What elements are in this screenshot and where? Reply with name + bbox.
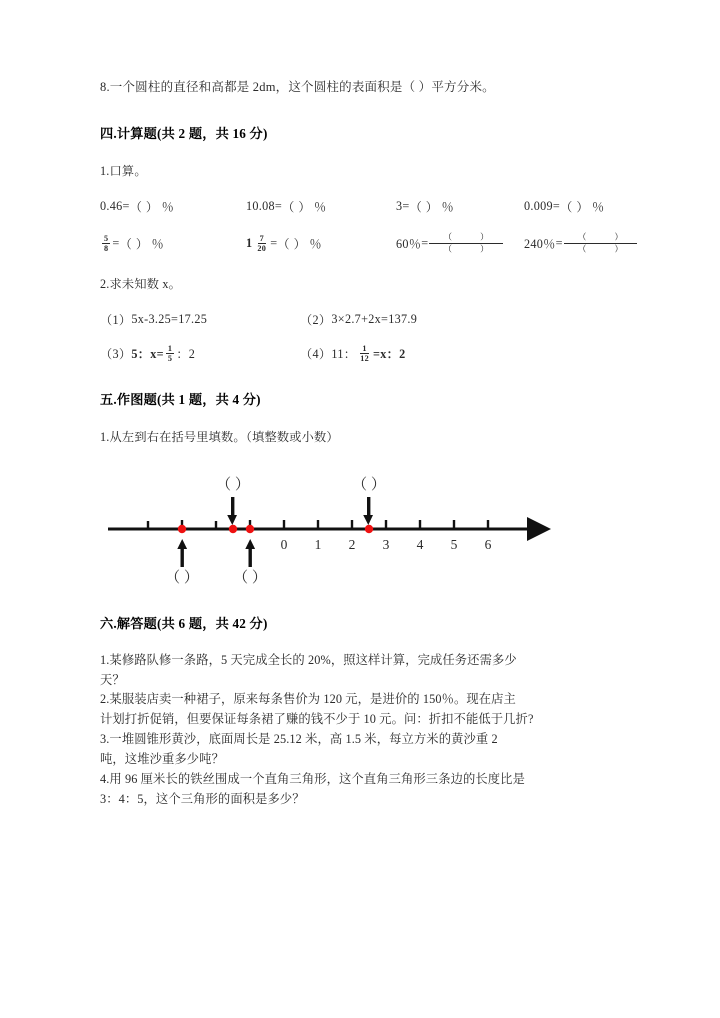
tick-label-1: 1 <box>314 536 322 552</box>
equation-1 <box>100 311 300 328</box>
equation-label: （3） <box>100 346 132 361</box>
number-line-blank-below-1[interactable]: （ ） <box>165 569 199 586</box>
percent-sign: ％ <box>592 200 605 215</box>
tick-label-6: 6 <box>484 536 492 552</box>
fraction-numerator-blank[interactable]: （ ） <box>429 232 502 244</box>
fraction-numerator: 5 <box>104 233 109 243</box>
word-problem-line: 4.用 96 厘米长的铁丝围成一个直角三角形，这个直角三角形三条边的长度比是 <box>100 772 525 787</box>
calc-expression: 10.08= <box>246 199 283 214</box>
percent-sign: ％ <box>441 200 454 215</box>
calc-item-240-percent <box>524 232 648 254</box>
fraction-denominator: 8 <box>104 244 109 253</box>
number-line-figure <box>100 467 648 587</box>
red-dot-1 <box>178 524 186 532</box>
tick-label-2: 2 <box>348 536 356 552</box>
section-heading-answers: 六.解答题(共 6 题，共 42 分) <box>100 615 268 631</box>
tick-label-0: 0 <box>280 536 288 552</box>
calc-item-one-and-seven-twentieths <box>246 234 396 253</box>
equations-grid <box>100 311 648 363</box>
fraction-numerator: 1 <box>362 343 367 353</box>
calc-item-five-eighths <box>100 234 246 253</box>
fraction-denominator: 20 <box>257 244 267 253</box>
equation-label: （2） <box>300 312 332 327</box>
number-line-svg <box>100 467 648 587</box>
word-problem-line: 天？ <box>100 672 125 687</box>
equals-sign: = <box>555 236 563 250</box>
equation-body: 3×2.7+2x=137.9 <box>331 311 418 326</box>
fraction-numerator-blank[interactable]: （ ） <box>564 232 637 244</box>
equation-prefix: 11： <box>331 346 357 361</box>
fraction-numerator: 1 <box>167 343 173 353</box>
equation-suffix: ：2 <box>176 346 196 361</box>
down-arrow-2 <box>363 497 373 525</box>
page-content <box>100 78 648 810</box>
equation-suffix: =x：2 <box>373 346 406 361</box>
equation-label: （1） <box>100 312 132 327</box>
percent-sign: ％ <box>151 237 165 251</box>
sub-question-oral-calc: 1.口算。 <box>100 164 147 179</box>
answer-blank[interactable]: （ ） <box>560 200 590 215</box>
fraction-5-8 <box>102 234 110 253</box>
sub-question-number-line: 1.从左到右在括号里填数。（填整数或小数） <box>100 429 339 444</box>
word-problems-list <box>100 651 648 810</box>
fraction-1-12 <box>358 344 371 363</box>
answer-blank[interactable]: （ ） <box>119 237 149 251</box>
oral-calc-grid <box>100 198 648 254</box>
equation-prefix: 5：x= <box>131 346 164 361</box>
equation-body: 5x-3.25=17.25 <box>131 311 208 326</box>
fraction-1-5 <box>166 344 174 363</box>
word-problem-line: 1.某修路队修一条路，5 天完成全长的 20%，照这样计算，完成任务还需多少 <box>100 652 517 667</box>
equals-sign: = <box>421 236 429 250</box>
calc-expression: 0.009= <box>524 199 561 214</box>
down-arrow-1 <box>227 497 237 525</box>
equation-2 <box>300 311 648 328</box>
question-8: 8.一个圆柱的直径和高都是 2dm，这个圆柱的表面积是（ ）平方分米。 <box>100 80 495 94</box>
tick-label-5: 5 <box>450 536 458 552</box>
blanks-above[interactable] <box>216 476 386 493</box>
fraction-denominator-blank[interactable]: （ ） <box>577 244 636 254</box>
word-problem-line: 3：4：5，这个三角形的面积是多少？ <box>100 792 305 806</box>
calc-item-0-46 <box>100 198 246 215</box>
sub-question-solve-x: 2.求未知数 x。 <box>100 276 182 291</box>
red-dot-3 <box>246 524 254 532</box>
up-arrow-2 <box>245 539 255 567</box>
percent-sign: ％ <box>309 237 322 251</box>
equation-3 <box>100 344 300 363</box>
fraction-7-20 <box>255 234 268 253</box>
percent-sign: ％ <box>161 200 175 215</box>
calc-item-0-009 <box>524 198 648 215</box>
number-line-blank-below-2[interactable]: （ ） <box>233 569 267 586</box>
word-problem-line: 吨，这堆沙重多少吨？ <box>100 752 224 767</box>
equation-4 <box>300 344 648 363</box>
calc-expression: 240％ <box>524 237 556 251</box>
calc-item-60-percent <box>396 232 524 254</box>
fraction-denominator: 12 <box>360 353 369 363</box>
answer-blank[interactable]: （ ） <box>409 200 439 215</box>
equation-label: （4） <box>300 346 332 361</box>
answer-blank[interactable]: （ ） <box>277 237 307 251</box>
calc-expression: 0.46= <box>100 199 130 214</box>
blanks-below[interactable] <box>165 569 267 586</box>
up-arrow-1 <box>177 539 187 567</box>
tick-label-4: 4 <box>416 536 424 552</box>
calc-expression: 3= <box>396 199 410 214</box>
red-dot-2 <box>229 524 237 532</box>
section-heading-draw: 五.作图题(共 1 题，共 4 分) <box>100 391 261 407</box>
fraction-blank[interactable] <box>564 232 637 254</box>
equals-sign: = <box>270 236 278 250</box>
axis-tick-labels <box>281 537 492 552</box>
answer-blank[interactable]: （ ） <box>129 200 159 215</box>
answer-blank[interactable]: （ ） <box>282 200 312 215</box>
fraction-denominator-blank[interactable]: （ ） <box>443 244 502 254</box>
word-problem-line: 2.某服装店卖一种裙子，原来每条售价为 120 元，是进价的 150％。现在店主 <box>100 692 516 707</box>
calc-expression: 60％ <box>396 237 422 251</box>
calc-item-3 <box>396 198 524 215</box>
number-line-blank-above-1[interactable]: （ ） <box>216 476 250 493</box>
equals-sign: = <box>112 236 120 250</box>
word-problem-line: 计划打折促销，但要保证每条裙了赚的钱不少于 10 元。问：折扣不能低于几折? <box>100 712 534 727</box>
tick-label-3: 3 <box>382 536 390 552</box>
mixed-whole-part: 1 <box>246 236 253 250</box>
fraction-numerator: 7 <box>259 233 264 243</box>
fraction-denominator: 5 <box>167 353 173 363</box>
calc-item-10-08 <box>246 198 396 215</box>
up-arrows <box>177 539 255 567</box>
number-line-blank-above-2[interactable]: （ ） <box>352 476 386 493</box>
percent-sign: ％ <box>314 200 327 215</box>
section-heading-calc: 四.计算题(共 2 题，共 16 分) <box>100 126 268 142</box>
word-problem-line: 3.一堆圆锥形黄沙，底面周长是 25.12 米，高 1.5 米，每立方米的黄沙重 2 <box>100 732 498 747</box>
fraction-blank[interactable] <box>429 232 502 254</box>
red-dot-4 <box>365 524 373 532</box>
